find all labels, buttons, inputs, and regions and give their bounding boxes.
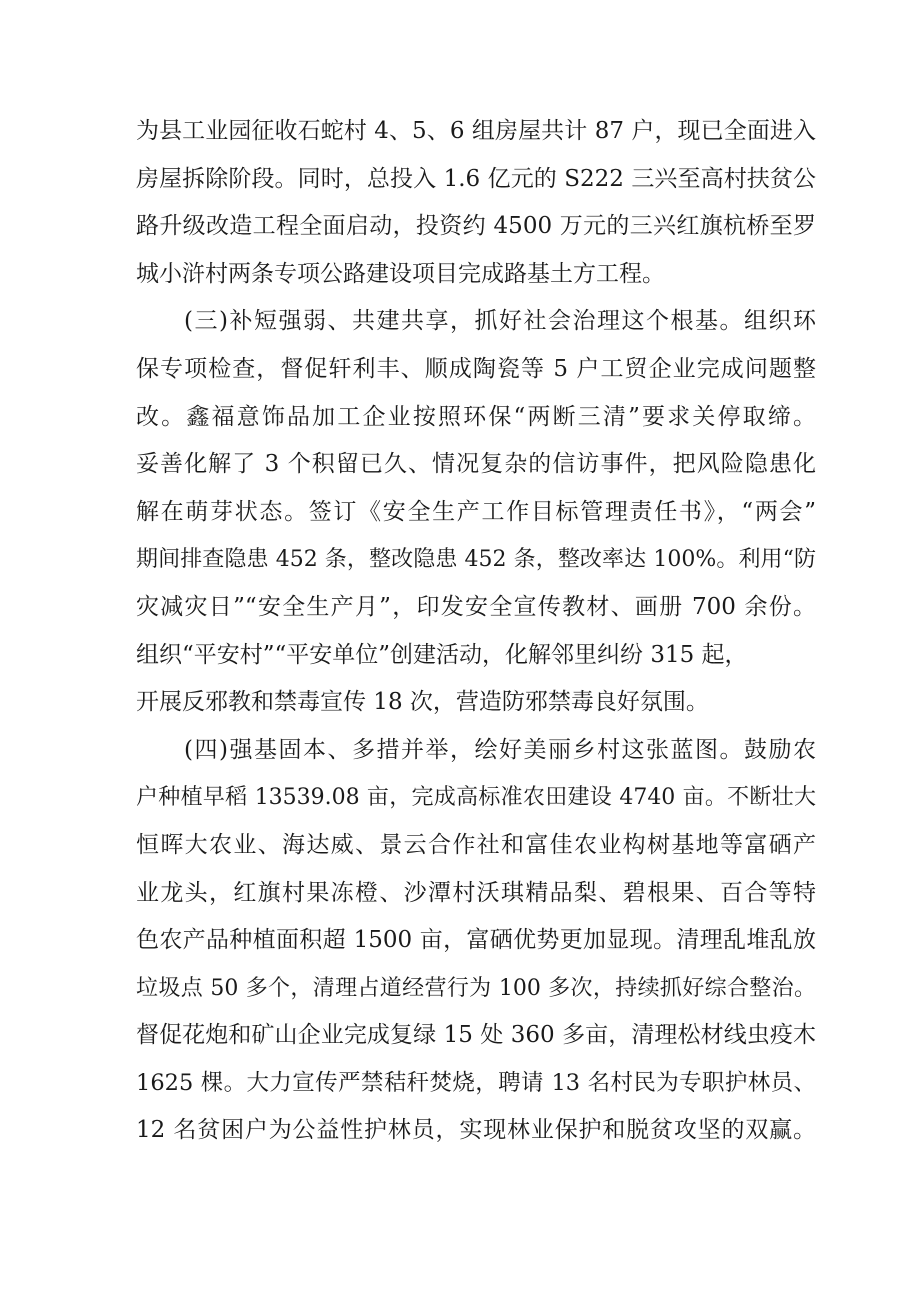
text-line: 城小浒村两条专项公路建设项目完成路基土方工程。 [136, 260, 665, 287]
text-line: 1625 棵。大力宣传严禁秸秆焚烧，聘请 13 名村民为专职护林员、 [136, 1069, 816, 1096]
text-line: (四)强基固本、多措并举，绘好美丽乡村这张蓝图。鼓励农 [184, 736, 816, 763]
text-line: 业龙头，红旗村果冻橙、沙潭村沃琪精品梨、碧根果、百合等特 [136, 879, 816, 906]
text-line: 路升级改造工程全面启动，投资约 4500 万元的三兴红旗杭桥至罗 [136, 213, 816, 240]
text-line: 组织“平安村”“平安单位”创建活动，化解邻里纠纷 315 起， [136, 641, 748, 668]
text-line: 保专项检查，督促轩利丰、顺成陶瓷等 5 户工贸企业完成问题整 [136, 355, 816, 382]
text-line: 为县工业园征收石蛇村 4、5、6 组房屋共计 87 户，现已全面进入 [136, 118, 816, 144]
text-line: 户种植早稻 13539.08 亩，完成高标准农田建设 4740 亩。不断壮大 [136, 785, 816, 811]
paragraph-2 [136, 298, 816, 726]
text-line: (三)补短强弱、共建共享，抓好社会治理这个根基。组织环 [184, 308, 816, 335]
text-line: 妥善化解了 3 个积留已久、情况复杂的信访事件，把风险隐患化 [136, 451, 816, 478]
text-line: 开展反邪教和禁毒宣传 18 次，营造防邪禁毒良好氛围。 [136, 689, 709, 716]
paragraph-3 [136, 727, 816, 1155]
text-line: 改。鑫福意饰品加工企业按照环保“两断三清”要求关停取缔。 [136, 403, 816, 430]
text-line: 色农产品种植面积超 1500 亩，富硒优势更加显现。清理乱堆乱放 [136, 927, 816, 954]
text-line: 房屋拆除阶段。同时，总投入 1.6 亿元的 S222 三兴至高村扶贫公 [136, 165, 816, 192]
text-line: 督促花炮和矿山企业完成复绿 15 处 360 多亩，清理松材线虫疫木 [136, 1022, 816, 1049]
text-line: 解在萌芽状态。签订《安全生产工作目标管理责任书》，“两会” [136, 498, 816, 525]
text-line: 恒晖大农业、海达威、景云合作社和富佳农业构树基地等富硒产 [136, 831, 816, 858]
document-body [136, 108, 816, 1155]
text-line: 灾减灾日”“安全生产月”，印发安全宣传教材、画册 700 余份。 [136, 593, 817, 620]
text-line: 12 名贫困户为公益性护林员，实现林业保护和脱贫攻坚的双赢。 [136, 1117, 816, 1144]
text-line: 垃圾点 50 多个，清理占道经营行为 100 多次，持续抓好综合整治。 [136, 975, 816, 1001]
text-line: 期间排查隐患 452 条，整改隐患 452 条，整改率达 100%。利用“防 [136, 547, 816, 573]
paragraph-1 [136, 108, 816, 298]
